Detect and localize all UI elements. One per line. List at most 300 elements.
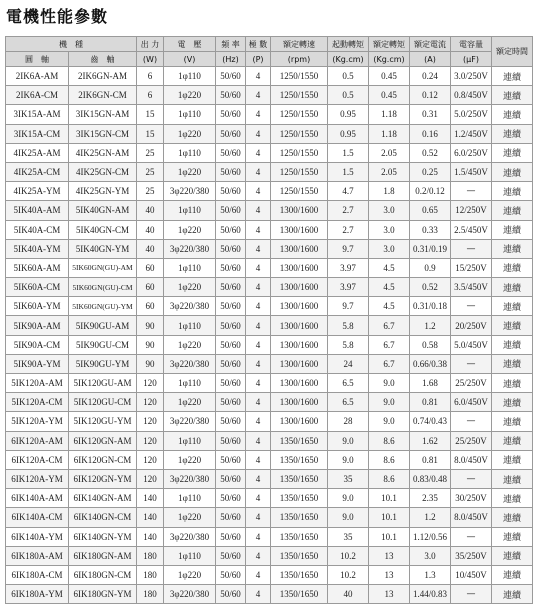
cell-capacitor: 5.0/250V [451,105,492,124]
cell-capacitor: 1.2/450V [451,124,492,143]
table-row [6,182,533,201]
cell-gear-shaft: 3IK15GN-CM [69,124,137,143]
cell-output: 140 [137,508,164,527]
cell-start-torque: 1.5 [328,162,369,181]
cell-round-shaft: 6IK180A-CM [6,565,69,584]
cell-voltage: 1φ220 [164,124,216,143]
cell-gear-shaft: 5IK40GN-AM [69,201,137,220]
cell-voltage: 1φ110 [164,374,216,393]
cell-duty: 連續 [492,546,533,565]
cell-voltage: 1φ220 [164,508,216,527]
cell-round-shaft: 5IK90A-AM [6,316,69,335]
cell-gear-shaft: 4IK25GN-YM [69,182,137,201]
cell-rated-torque: 13 [369,546,410,565]
cell-duty: 連續 [492,162,533,181]
cell-poles: 4 [246,182,271,201]
cell-rated-speed: 1300/1600 [271,354,328,373]
cell-rated-torque: 13 [369,565,410,584]
cell-voltage: 1φ110 [164,67,216,86]
cell-duty: 連續 [492,527,533,546]
table-row [6,278,533,297]
cell-rated-torque: 2.05 [369,143,410,162]
cell-round-shaft: 6IK120A-AM [6,431,69,450]
cell-rated-torque: 9.0 [369,393,410,412]
cell-output: 60 [137,278,164,297]
cell-rated-torque: 9.0 [369,374,410,393]
cell-capacitor: 25/250V [451,374,492,393]
header-capacitor-unit: (μF) [451,52,492,67]
cell-output: 25 [137,143,164,162]
cell-output: 120 [137,393,164,412]
cell-rated-current: 0.2/0.12 [410,182,451,201]
cell-output: 140 [137,489,164,508]
cell-rated-speed: 1250/1550 [271,105,328,124]
cell-voltage: 3φ220/380 [164,585,216,604]
table-row [6,201,533,220]
cell-gear-shaft: 5IK120GU-AM [69,374,137,393]
cell-gear-shaft: 2IK6GN-AM [69,67,137,86]
cell-output: 90 [137,354,164,373]
cell-rated-speed: 1350/1650 [271,450,328,469]
cell-start-torque: 24 [328,354,369,373]
cell-start-torque: 40 [328,585,369,604]
cell-start-torque: 0.5 [328,86,369,105]
header-rated-speed: 額定轉速 [271,37,328,52]
cell-duty: 連續 [492,489,533,508]
cell-capacitor: 3.0/250V [451,67,492,86]
cell-rated-torque: 4.5 [369,278,410,297]
header-current-unit: (A) [410,52,451,67]
table-row [6,450,533,469]
cell-duty: 連續 [492,585,533,604]
cell-frequency: 50/60 [216,546,246,565]
header-output-unit: (W) [137,52,164,67]
cell-voltage: 1φ220 [164,220,216,239]
cell-gear-shaft: 6IK120GN-CM [69,450,137,469]
motor-spec-table [5,36,533,604]
cell-duty: 連續 [492,143,533,162]
cell-poles: 4 [246,316,271,335]
cell-gear-shaft: 4IK25GN-CM [69,162,137,181]
cell-start-torque: 0.95 [328,124,369,143]
cell-rated-speed: 1350/1650 [271,508,328,527]
cell-capacitor: 15/250V [451,258,492,277]
cell-poles: 4 [246,354,271,373]
cell-rated-current: 0.9 [410,258,451,277]
cell-start-torque: 2.7 [328,220,369,239]
cell-rated-torque: 3.0 [369,201,410,220]
table-row [6,431,533,450]
cell-output: 120 [137,469,164,488]
cell-start-torque: 28 [328,412,369,431]
cell-duty: 連續 [492,565,533,584]
cell-output: 140 [137,527,164,546]
cell-capacitor: 3.5/450V [451,278,492,297]
header-voltage: 電 壓 [164,37,216,52]
cell-poles: 4 [246,258,271,277]
table-row [6,508,533,527]
cell-poles: 4 [246,220,271,239]
cell-output: 120 [137,431,164,450]
cell-rated-current: 0.33 [410,220,451,239]
cell-gear-shaft: 3IK15GN-AM [69,105,137,124]
cell-poles: 4 [246,124,271,143]
cell-round-shaft: 4IK25A-YM [6,182,69,201]
cell-rated-speed: 1250/1550 [271,124,328,143]
cell-round-shaft: 5IK60A-AM [6,258,69,277]
cell-frequency: 50/60 [216,565,246,584]
cell-rated-torque: 1.18 [369,124,410,143]
cell-frequency: 50/60 [216,143,246,162]
cell-round-shaft: 2IK6A-AM [6,67,69,86]
cell-rated-torque: 8.6 [369,469,410,488]
cell-gear-shaft: 5IK120GU-CM [69,393,137,412]
cell-poles: 4 [246,297,271,316]
cell-voltage: 1φ220 [164,162,216,181]
table-row [6,412,533,431]
cell-poles: 4 [246,450,271,469]
cell-start-torque: 9.0 [328,431,369,450]
cell-capacitor: — [451,585,492,604]
cell-poles: 4 [246,469,271,488]
cell-frequency: 50/60 [216,316,246,335]
cell-rated-speed: 1250/1550 [271,182,328,201]
cell-poles: 4 [246,335,271,354]
cell-gear-shaft: 6IK120GN-YM [69,469,137,488]
cell-rated-torque: 8.6 [369,450,410,469]
cell-rated-torque: 0.45 [369,86,410,105]
cell-round-shaft: 6IK140A-AM [6,489,69,508]
cell-voltage: 1φ220 [164,450,216,469]
cell-capacitor: — [451,527,492,546]
cell-rated-torque: 6.7 [369,316,410,335]
cell-rated-current: 0.12 [410,86,451,105]
cell-start-torque: 5.8 [328,335,369,354]
table-row [6,143,533,162]
cell-frequency: 50/60 [216,258,246,277]
cell-duty: 連續 [492,297,533,316]
cell-round-shaft: 6IK180A-YM [6,585,69,604]
cell-duty: 連續 [492,67,533,86]
cell-frequency: 50/60 [216,182,246,201]
cell-rated-torque: 2.05 [369,162,410,181]
cell-round-shaft: 5IK40A-AM [6,201,69,220]
table-row [6,469,533,488]
cell-output: 90 [137,316,164,335]
cell-duty: 連續 [492,278,533,297]
header-start-torque: 起動轉矩 [328,37,369,52]
cell-gear-shaft: 6IK180GN-AM [69,546,137,565]
cell-frequency: 50/60 [216,354,246,373]
cell-rated-speed: 1250/1550 [271,86,328,105]
cell-start-torque: 35 [328,527,369,546]
cell-rated-speed: 1300/1600 [271,316,328,335]
cell-rated-current: 1.12/0.56 [410,527,451,546]
cell-poles: 4 [246,278,271,297]
cell-round-shaft: 5IK120A-CM [6,393,69,412]
cell-rated-current: 0.58 [410,335,451,354]
cell-capacitor: 8.0/450V [451,450,492,469]
cell-rated-torque: 10.1 [369,527,410,546]
cell-gear-shaft: 5IK60GN(GU)-CM [69,278,137,297]
cell-duty: 連續 [492,316,533,335]
cell-output: 40 [137,220,164,239]
cell-output: 6 [137,86,164,105]
cell-gear-shaft: 5IK60GN(GU)-YM [69,297,137,316]
cell-frequency: 50/60 [216,393,246,412]
cell-gear-shaft: 6IK180GN-CM [69,565,137,584]
table-row [6,297,533,316]
cell-poles: 4 [246,489,271,508]
cell-rated-current: 1.3 [410,565,451,584]
cell-start-torque: 1.5 [328,143,369,162]
cell-rated-speed: 1300/1600 [271,412,328,431]
cell-voltage: 1φ110 [164,201,216,220]
cell-output: 60 [137,258,164,277]
cell-duty: 連續 [492,412,533,431]
cell-capacitor: 2.5/450V [451,220,492,239]
cell-round-shaft: 2IK6A-CM [6,86,69,105]
cell-duty: 連續 [492,374,533,393]
cell-output: 25 [137,162,164,181]
header-frequency: 頻 率 [216,37,246,52]
cell-rated-torque: 10.1 [369,489,410,508]
table-row [6,354,533,373]
table-row [6,67,533,86]
cell-frequency: 50/60 [216,585,246,604]
table-body [6,67,533,604]
cell-duty: 連續 [492,182,533,201]
cell-voltage: 3φ220/380 [164,354,216,373]
header-duty: 額定時間 [492,37,533,67]
cell-start-torque: 4.7 [328,182,369,201]
cell-frequency: 50/60 [216,431,246,450]
cell-duty: 連續 [492,393,533,412]
cell-start-torque: 9.0 [328,489,369,508]
cell-gear-shaft: 6IK140GN-CM [69,508,137,527]
cell-round-shaft: 6IK120A-YM [6,469,69,488]
cell-output: 15 [137,105,164,124]
cell-gear-shaft: 5IK60GN(GU)-AM [69,258,137,277]
table-row [6,546,533,565]
cell-rated-torque: 1.8 [369,182,410,201]
cell-gear-shaft: 2IK6GN-CM [69,86,137,105]
cell-frequency: 50/60 [216,105,246,124]
cell-output: 15 [137,124,164,143]
table-row [6,239,533,258]
cell-start-torque: 5.8 [328,316,369,335]
cell-voltage: 1φ220 [164,393,216,412]
cell-rated-speed: 1300/1600 [271,201,328,220]
cell-frequency: 50/60 [216,469,246,488]
cell-output: 120 [137,374,164,393]
cell-rated-current: 3.0 [410,546,451,565]
cell-rated-torque: 3.0 [369,220,410,239]
cell-start-torque: 2.7 [328,201,369,220]
cell-rated-current: 0.74/0.43 [410,412,451,431]
header-output: 出 力 [137,37,164,52]
cell-capacitor: 20/250V [451,316,492,335]
cell-rated-speed: 1250/1550 [271,143,328,162]
cell-capacitor: — [451,469,492,488]
cell-round-shaft: 6IK140A-YM [6,527,69,546]
header-model: 機 種 [6,37,137,52]
cell-rated-current: 0.31/0.19 [410,239,451,258]
cell-frequency: 50/60 [216,297,246,316]
cell-rated-torque: 8.6 [369,431,410,450]
cell-output: 6 [137,67,164,86]
cell-voltage: 1φ220 [164,335,216,354]
cell-gear-shaft: 4IK25GN-AM [69,143,137,162]
cell-duty: 連續 [492,239,533,258]
cell-duty: 連續 [492,124,533,143]
table-row [6,489,533,508]
cell-frequency: 50/60 [216,278,246,297]
table-row [6,162,533,181]
table-row [6,335,533,354]
table-row [6,585,533,604]
cell-voltage: 3φ220/380 [164,469,216,488]
cell-frequency: 50/60 [216,239,246,258]
cell-rated-speed: 1300/1600 [271,297,328,316]
cell-capacitor: — [451,182,492,201]
cell-gear-shaft: 6IK140GN-YM [69,527,137,546]
cell-voltage: 3φ220/380 [164,412,216,431]
cell-voltage: 3φ220/380 [164,527,216,546]
cell-rated-torque: 0.45 [369,67,410,86]
cell-rated-current: 0.25 [410,162,451,181]
cell-frequency: 50/60 [216,527,246,546]
cell-rated-speed: 1350/1650 [271,527,328,546]
table-row [6,316,533,335]
cell-rated-speed: 1350/1650 [271,546,328,565]
table-row [6,220,533,239]
cell-rated-speed: 1300/1600 [271,220,328,239]
cell-rated-torque: 4.5 [369,297,410,316]
cell-capacitor: 8.0/450V [451,508,492,527]
cell-output: 40 [137,201,164,220]
cell-start-torque: 0.5 [328,67,369,86]
cell-rated-speed: 1350/1650 [271,469,328,488]
cell-voltage: 1φ110 [164,489,216,508]
cell-gear-shaft: 5IK90GU-YM [69,354,137,373]
cell-round-shaft: 6IK180A-AM [6,546,69,565]
cell-rated-current: 0.31 [410,105,451,124]
cell-rated-speed: 1250/1550 [271,67,328,86]
cell-duty: 連續 [492,335,533,354]
header-rated-current: 額定電流 [410,37,451,52]
table-row [6,374,533,393]
cell-frequency: 50/60 [216,489,246,508]
table-row [6,565,533,584]
cell-round-shaft: 5IK120A-YM [6,412,69,431]
cell-round-shaft: 5IK60A-CM [6,278,69,297]
cell-rated-current: 1.62 [410,431,451,450]
cell-output: 180 [137,546,164,565]
cell-round-shaft: 5IK40A-CM [6,220,69,239]
cell-start-torque: 9.7 [328,297,369,316]
header-capacitor: 電容量 [451,37,492,52]
cell-rated-current: 1.2 [410,508,451,527]
cell-rated-speed: 1300/1600 [271,258,328,277]
cell-start-torque: 10.2 [328,546,369,565]
cell-rated-speed: 1300/1600 [271,239,328,258]
cell-gear-shaft: 5IK90GU-AM [69,316,137,335]
table-row [6,393,533,412]
cell-frequency: 50/60 [216,86,246,105]
cell-voltage: 1φ220 [164,565,216,584]
cell-round-shaft: 5IK120A-AM [6,374,69,393]
cell-capacitor: 10/450V [451,565,492,584]
cell-output: 90 [137,335,164,354]
cell-rated-current: 0.65 [410,201,451,220]
cell-rated-torque: 13 [369,585,410,604]
cell-gear-shaft: 5IK40GN-CM [69,220,137,239]
cell-capacitor: 0.8/450V [451,86,492,105]
cell-poles: 4 [246,239,271,258]
cell-round-shaft: 5IK40A-YM [6,239,69,258]
cell-output: 40 [137,239,164,258]
cell-poles: 4 [246,412,271,431]
cell-capacitor: 6.0/450V [451,393,492,412]
cell-round-shaft: 5IK90A-YM [6,354,69,373]
cell-capacitor: 6.0/250V [451,143,492,162]
table-row [6,527,533,546]
cell-duty: 連續 [492,220,533,239]
cell-start-torque: 6.5 [328,393,369,412]
cell-frequency: 50/60 [216,220,246,239]
cell-rated-current: 0.31/0.18 [410,297,451,316]
cell-start-torque: 9.0 [328,450,369,469]
cell-poles: 4 [246,431,271,450]
page-title: 電機性能參數 [6,7,109,26]
cell-rated-current: 0.81 [410,450,451,469]
cell-rated-torque: 10.1 [369,508,410,527]
cell-gear-shaft: 6IK120GN-AM [69,431,137,450]
cell-round-shaft: 6IK140A-CM [6,508,69,527]
cell-start-torque: 0.95 [328,105,369,124]
cell-start-torque: 3.97 [328,258,369,277]
cell-rated-current: 1.2 [410,316,451,335]
cell-capacitor: 12/250V [451,201,492,220]
cell-frequency: 50/60 [216,412,246,431]
cell-voltage: 1φ110 [164,546,216,565]
cell-voltage: 3φ220/380 [164,297,216,316]
cell-capacitor: 35/250V [451,546,492,565]
cell-output: 60 [137,297,164,316]
cell-output: 120 [137,450,164,469]
cell-voltage: 1φ110 [164,105,216,124]
header-poles-unit: (P) [246,52,271,67]
cell-rated-speed: 1300/1600 [271,278,328,297]
cell-voltage: 1φ110 [164,258,216,277]
cell-capacitor: — [451,412,492,431]
cell-frequency: 50/60 [216,162,246,181]
table-row [6,124,533,143]
cell-poles: 4 [246,565,271,584]
cell-gear-shaft: 6IK140GN-AM [69,489,137,508]
cell-output: 25 [137,182,164,201]
cell-duty: 連續 [492,354,533,373]
cell-rated-torque: 4.5 [369,258,410,277]
cell-rated-speed: 1250/1550 [271,162,328,181]
cell-frequency: 50/60 [216,124,246,143]
cell-voltage: 3φ220/380 [164,182,216,201]
cell-output: 180 [137,565,164,584]
cell-rated-speed: 1300/1600 [271,335,328,354]
cell-duty: 連續 [492,469,533,488]
cell-duty: 連續 [492,258,533,277]
